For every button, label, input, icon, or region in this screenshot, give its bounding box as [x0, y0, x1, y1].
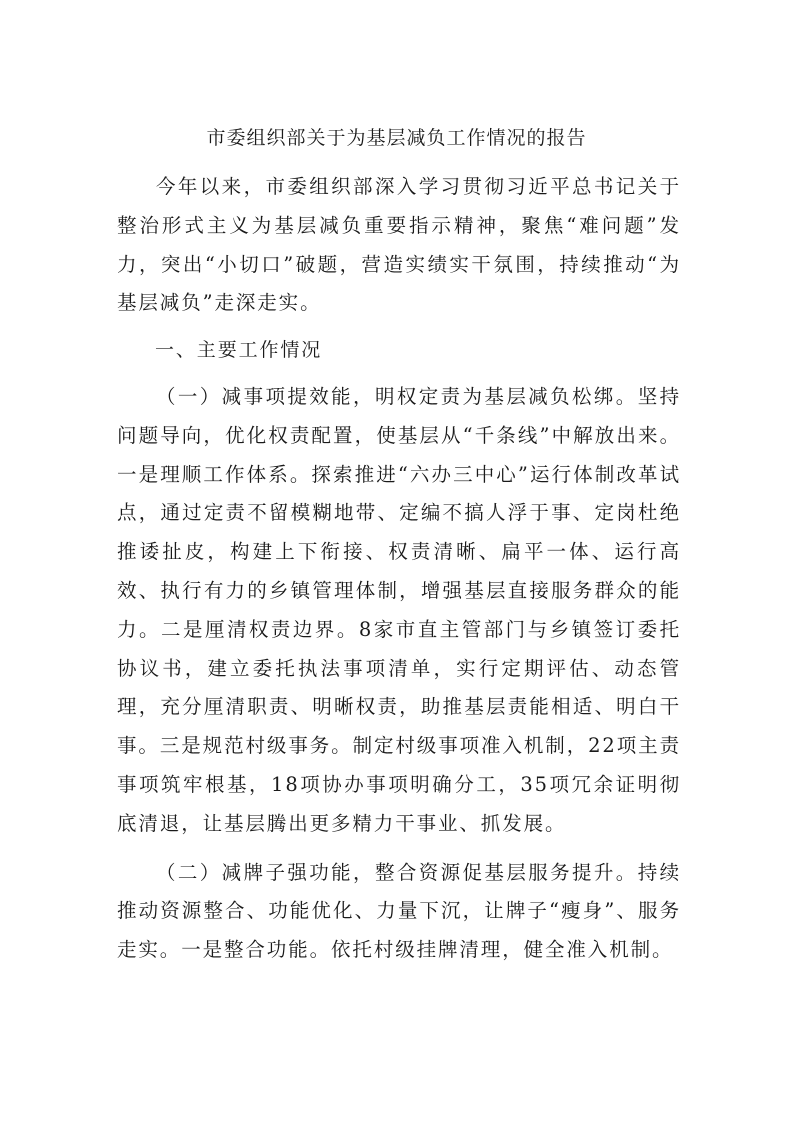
paragraph-section-2: （二）减牌子强功能，整合资源促基层服务提升。持续推动资源整合、功能优化、力量下沉，让牌子“瘦身”、服务走实。一是整合功能。依托村级挂牌清理，健全准入机制。 — [117, 860, 681, 962]
paragraph-intro: 今年以来，市委组织部深入学习贯彻习近平总书记关于整治形式主义为基层减负重要指示精神，聚焦“难问题”发力，突出“小切口”破题，营造实绩实干氛围，持续推动“为基层减负”走深走实。 — [117, 175, 681, 315]
section-heading: 一、主要工作情况 — [155, 339, 323, 362]
paragraph-section-1: （一）减事项提效能，明权定责为基层减负松绑。坚持问题导向，优化权责配置，使基层从“千条线”中解放出来。一是理顺工作体系。探索推进“六办三中心”运行体制改革试点，通过定责不留模糊地带、定编不搞人浮于事、定岗杜绝推诿扯皮，构建上下衔接、权责清晰、扁平一体、运行高效、执行有力的乡镇管理体制，增强基层直接服务群众的能力。二是厘清权责边界。8家市直主管部门与乡镇签订委托协议书，建立委托执法事项清单，实行定期评估、动态管理，充分厘清职责、明晰权责，助推基层责能相适、明白干事。三是规范村级事务。制定村级事项准入机制，22项主责事项筑牢根基，18项协办事项明确分工，35项冗余证明彻底清退，让基层腾出更多精力干事业、抓发展。 — [117, 384, 681, 835]
document-body — [117, 168, 681, 970]
document-title: 市委组织部关于为基层减负工作情况的报告 — [206, 127, 587, 149]
